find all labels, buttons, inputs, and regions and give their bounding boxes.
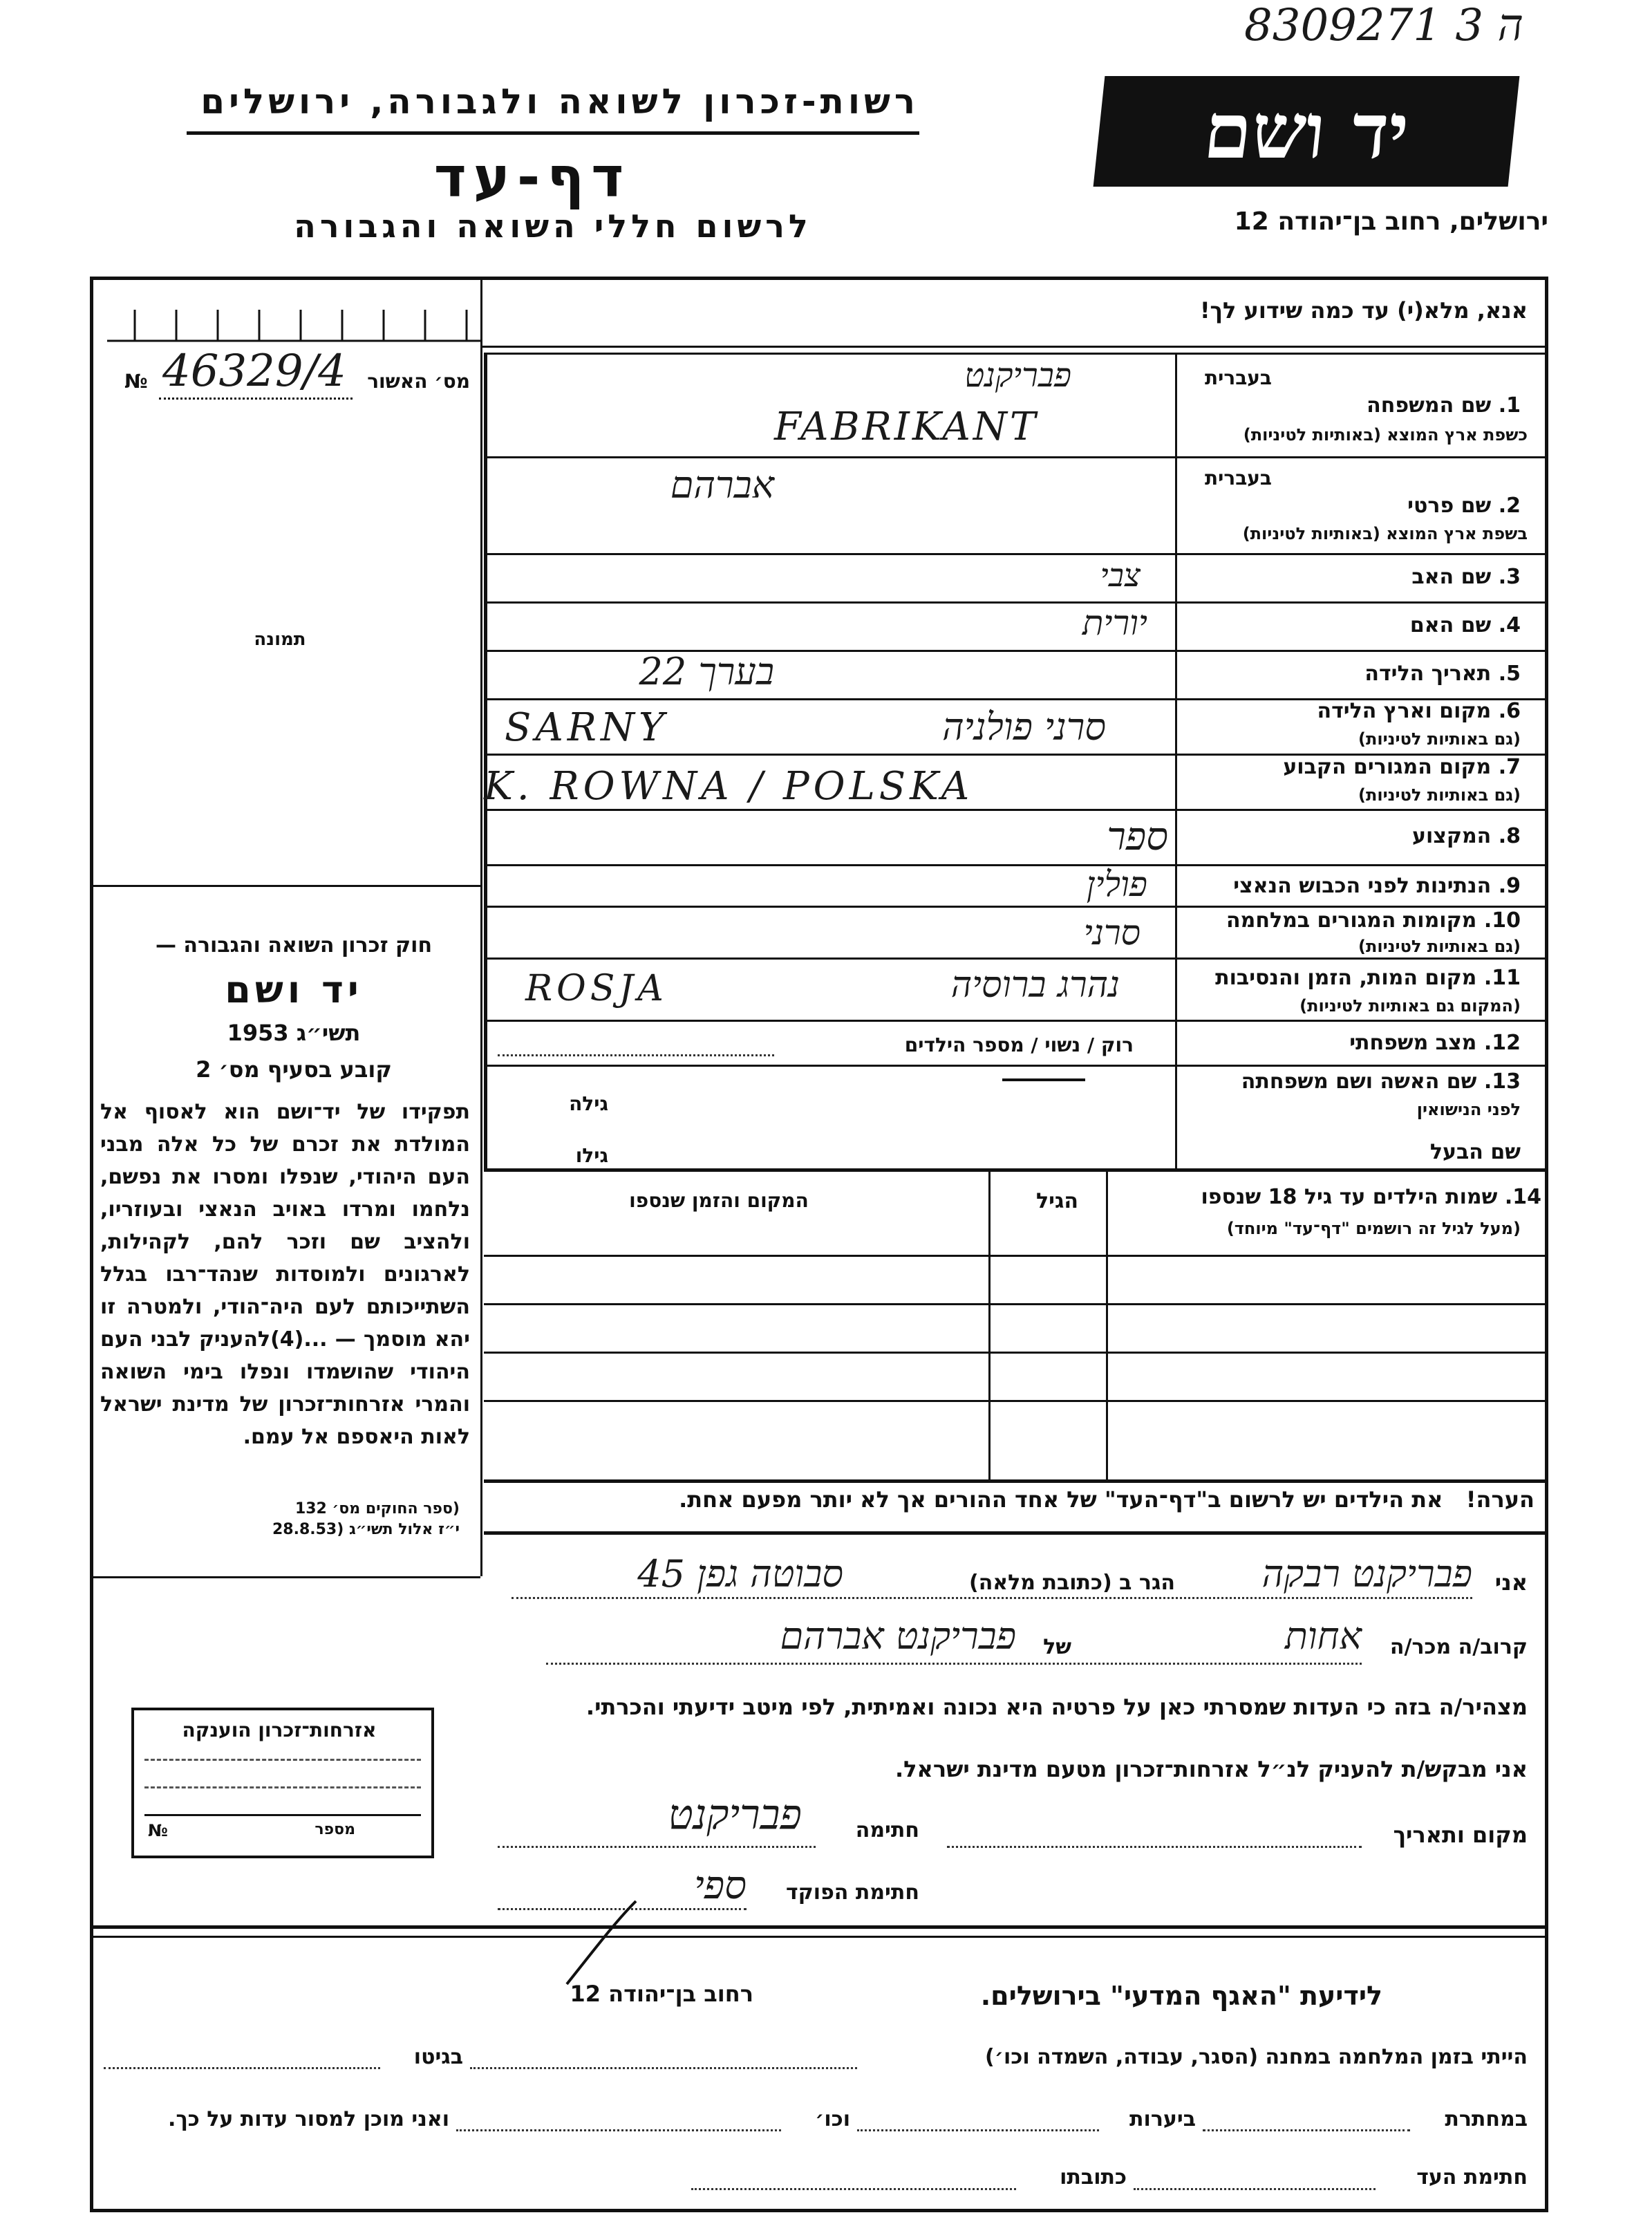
authority-name: רשות-זכרון לשואה ולגבורה, ירושלים bbox=[200, 82, 919, 122]
note-bottom bbox=[484, 1531, 1548, 1535]
text-family-name: שם המשפחה bbox=[1367, 393, 1492, 418]
bottom-line2-a: במחתרת bbox=[1445, 2107, 1528, 2131]
reg-number: 46329/4 bbox=[162, 346, 346, 397]
header-rule bbox=[187, 131, 919, 135]
tick-marks bbox=[107, 310, 480, 344]
num-4: 4. bbox=[1498, 613, 1521, 637]
law-year: תשי״ג 1953 bbox=[227, 1020, 361, 1046]
relation-value[interactable]: אחות bbox=[1284, 1614, 1362, 1658]
bottom-line2-d: ואני מוכן למסור עדות על כך. bbox=[168, 2107, 449, 2131]
num-10: 10. bbox=[1483, 908, 1521, 933]
text-nationality: הנתינות לפני הכבוש הנאצי bbox=[1233, 874, 1492, 898]
row-line-top bbox=[484, 353, 1548, 355]
citizenship-num-label: מספר bbox=[315, 1821, 355, 1838]
children-place-col: המקום והזמן שנספו bbox=[629, 1189, 809, 1212]
value-profession[interactable]: ספר bbox=[1107, 814, 1168, 859]
children-row-4 bbox=[484, 1400, 1548, 1402]
officer-signature[interactable]: ספי bbox=[694, 1863, 747, 1908]
children-row-2 bbox=[484, 1303, 1548, 1305]
value-family-heb[interactable]: פבריקנט bbox=[964, 356, 1071, 395]
bottom-line3-b: כתובתו bbox=[1060, 2165, 1127, 2189]
text-marital-status: מצב משפחתי bbox=[1349, 1031, 1477, 1055]
value-father-name[interactable]: צבי bbox=[1100, 557, 1141, 594]
bottom-line2-dots-2[interactable] bbox=[857, 2129, 1099, 2131]
bottom-line1-b: בגיטו bbox=[413, 2045, 463, 2069]
num-12: 12. bbox=[1483, 1031, 1521, 1055]
value-birth-place-latin[interactable]: SARNY bbox=[505, 705, 668, 750]
label-mother-name bbox=[1182, 614, 1521, 637]
reg-no-sign: № bbox=[124, 370, 148, 393]
num-2: 2. bbox=[1498, 494, 1521, 518]
citizenship-box bbox=[131, 1708, 434, 1858]
children-age-col: הגיל bbox=[1036, 1189, 1078, 1213]
label-profession bbox=[1182, 825, 1521, 848]
value-family-latin[interactable]: FABRIKANT bbox=[774, 404, 1039, 449]
value-birth-place[interactable]: סרני פולניה bbox=[942, 705, 1106, 749]
husband-age-label: גילו bbox=[575, 1144, 608, 1167]
num-3: 3. bbox=[1498, 565, 1521, 589]
bottom-line1-a: הייתי בזמן המלחמה במחנה (הסגר, עבודה, השמדה וכו׳) bbox=[985, 2045, 1528, 2069]
citizenship-title: אזרחות־זכרון הוענקה bbox=[182, 1719, 377, 1741]
note-row bbox=[505, 1486, 1534, 1513]
row-line-7 bbox=[484, 809, 1548, 811]
law-name: יד ושם bbox=[225, 968, 363, 1011]
hint-13: לפני הנישואין bbox=[1416, 1100, 1521, 1119]
intro-rule bbox=[480, 346, 1548, 348]
num-5: 5. bbox=[1498, 662, 1521, 686]
bottom-rule-1 bbox=[90, 1925, 1548, 1929]
row-line-11 bbox=[484, 1020, 1548, 1022]
hint-6: (גם באותיות לטיניות) bbox=[1358, 729, 1521, 749]
bottom-title: לידיעת "האגף המדעי" בירושלים. bbox=[980, 1981, 1382, 2011]
bottom-line2-c: וכו׳ bbox=[815, 2107, 850, 2131]
bottom-rule-2 bbox=[90, 1936, 1548, 1938]
value-residence[interactable]: K. ROWNA / POLSKA bbox=[484, 764, 974, 809]
label-residence bbox=[1182, 756, 1521, 779]
witness-name[interactable]: פבריקנט רבקה bbox=[1261, 1552, 1472, 1596]
value-wartime-residence[interactable]: סרני bbox=[1083, 913, 1141, 953]
bottom-line3-dots-1[interactable] bbox=[1134, 2188, 1376, 2190]
children-row-3 bbox=[484, 1352, 1548, 1354]
text-death-place: מקום המות, הזמן והנסיבות bbox=[1215, 966, 1477, 990]
row-line-12 bbox=[484, 1065, 1548, 1067]
label-first-name bbox=[1182, 494, 1521, 518]
witness-address[interactable]: סבוטה גפן 45 bbox=[637, 1552, 843, 1596]
children-col-div-2 bbox=[988, 1168, 991, 1479]
reg-underline bbox=[159, 398, 353, 400]
law-ref1: (ספר החוקים מס׳ 132 bbox=[294, 1500, 460, 1517]
intro-text: אנא, מלא(י) עד כמה שידוע לך! bbox=[1199, 297, 1528, 324]
victim-name[interactable]: פבריקנט אברהם bbox=[780, 1614, 1016, 1658]
hint-1: כשפת ארץ המוצא (באותיות לטיניות) bbox=[1243, 425, 1528, 445]
note-text: את הילדים יש לרשום ב"דף־העד" של אחד ההורים אך לא יותר מפעם אחת. bbox=[679, 1486, 1443, 1513]
children-col-div-1 bbox=[1106, 1168, 1108, 1479]
num-6: 6. bbox=[1498, 699, 1521, 723]
text-wartime-residence: מקומות המגורים במלחמה bbox=[1226, 908, 1477, 933]
num-1: 1. bbox=[1498, 393, 1521, 418]
text-father-name: שם האב bbox=[1411, 565, 1492, 589]
label-death-place bbox=[1182, 966, 1521, 990]
law-bottom-rule bbox=[90, 1576, 480, 1578]
value-birth-date[interactable]: בערך 22 bbox=[639, 650, 774, 693]
hint-10: (גם באותיות לטיניות) bbox=[1358, 937, 1521, 956]
num-8: 8. bbox=[1498, 824, 1521, 848]
law-title: חוק זכרון השואה והגבורה — bbox=[155, 933, 433, 957]
label-birth-place bbox=[1182, 700, 1521, 723]
bottom-line2-b: ביערות bbox=[1129, 2107, 1196, 2131]
signature-label: חתימה bbox=[855, 1818, 919, 1842]
num-14: 14. bbox=[1504, 1185, 1541, 1209]
form-title: דף-עד bbox=[433, 145, 631, 209]
reg-label: מס׳ האשור bbox=[367, 370, 470, 393]
photo-label: תמונה bbox=[254, 629, 306, 650]
photo-bottom-rule bbox=[90, 885, 480, 887]
num-13: 13. bbox=[1483, 1069, 1521, 1094]
bottom-line2-dots-1[interactable] bbox=[1203, 2129, 1410, 2131]
text-children: שמות הילדים עד גיל 18 שנספו bbox=[1201, 1185, 1498, 1209]
num-11: 11. bbox=[1483, 966, 1521, 990]
label-wartime-residence bbox=[1182, 909, 1521, 933]
decl-line-2 bbox=[546, 1663, 1362, 1665]
decl-relative: קרוב/ה מכר/ה bbox=[1389, 1635, 1528, 1659]
hint-7: (גם באותיות לטיניות) bbox=[1358, 785, 1521, 805]
row-line-13 bbox=[484, 1168, 1548, 1172]
bottom-line3-dots-2[interactable] bbox=[691, 2188, 1016, 2190]
text-profession: המקצוע bbox=[1411, 824, 1492, 848]
row-line-1 bbox=[484, 456, 1548, 458]
citizenship-line-2 bbox=[144, 1786, 421, 1788]
label-marital-status bbox=[1182, 1031, 1521, 1055]
hint-2: בשפת ארץ המוצא (באותיות לטיניות) bbox=[1242, 524, 1528, 543]
tick-row bbox=[107, 310, 480, 344]
text-mother-name: שם האם bbox=[1409, 613, 1492, 637]
label-birth-date bbox=[1182, 662, 1521, 686]
citizenship-line-3 bbox=[144, 1814, 421, 1816]
place-date-label: מקום ותאריך bbox=[1393, 1822, 1528, 1848]
archive-id: 8309271 ה 3 bbox=[1244, 0, 1523, 51]
left-column-divider bbox=[480, 277, 482, 1576]
text-residence: מקום המגורים הקבוע bbox=[1283, 755, 1492, 779]
label-nationality bbox=[1182, 875, 1521, 898]
wife-age-label: גילה bbox=[569, 1092, 608, 1115]
bottom-address: רחוב בן־יהודה 12 bbox=[570, 1981, 753, 2007]
text-first-name: שם פרטי bbox=[1407, 494, 1492, 518]
children-row-1 bbox=[484, 1255, 1548, 1257]
children-label bbox=[1106, 1186, 1541, 1209]
signature-stroke bbox=[553, 1894, 650, 1991]
bottom-line3-a: חתימת העד bbox=[1416, 2165, 1528, 2189]
value-first-name[interactable]: אברהם bbox=[670, 463, 774, 507]
witness-signature[interactable]: פבריקנט bbox=[668, 1791, 802, 1839]
citizenship-no-sign: № bbox=[148, 1821, 168, 1840]
yad-vashem-logo bbox=[1093, 76, 1520, 187]
officer-label: חתימת הפוקד bbox=[786, 1880, 919, 1905]
text-birth-place: מקום וארץ הלידה bbox=[1317, 699, 1492, 723]
decl-i: אני bbox=[1494, 1569, 1528, 1596]
logo-text: יד ושם bbox=[1199, 86, 1414, 176]
row-line-9 bbox=[484, 906, 1548, 908]
decl-statement: מצהיר/ה בזה כי העדות שמסרתי כאן על פרטיה היא נכונה ואמיתית, לפי מיטב ידיעתי והכרתי. bbox=[585, 1694, 1528, 1720]
signature-line bbox=[498, 1846, 816, 1848]
decl-resident: הגר ב (כתובת מלאה) bbox=[968, 1571, 1175, 1595]
decl-line-1 bbox=[511, 1597, 1472, 1599]
note-label: הערה! bbox=[1465, 1486, 1534, 1513]
law-ref2: י״ז אלול תשי״ג (28.8.53 bbox=[272, 1521, 460, 1538]
num-9: 9. bbox=[1498, 874, 1521, 898]
citizenship-line-1 bbox=[144, 1759, 421, 1761]
form-subtitle: לרשום חללי השואה והגבורה bbox=[294, 207, 812, 245]
marital-mark bbox=[1002, 1078, 1085, 1081]
label-husband-name: שם הבעל bbox=[1429, 1140, 1521, 1164]
value-mother-name[interactable]: יורית bbox=[1082, 603, 1147, 643]
label-father-name bbox=[1182, 566, 1521, 589]
value-death-place[interactable]: נהרג ברוסיה bbox=[950, 964, 1120, 1006]
label-column-divider bbox=[1175, 353, 1177, 1168]
decl-request: אני מבקש/ת להעניק לנ״ל אזרחות־זכרון מטעם מדינת ישראל. bbox=[895, 1756, 1528, 1782]
bottom-line1-dots-2[interactable] bbox=[104, 2067, 380, 2069]
text-birth-date: תאריך הלידה bbox=[1364, 662, 1492, 686]
row-line-2 bbox=[484, 553, 1548, 555]
children-hint: (מעל לגיל זה רושמים "דף־עד" מיוחד) bbox=[1226, 1219, 1521, 1238]
num-7: 7. bbox=[1498, 755, 1521, 779]
heb-tag-2: בעברית bbox=[1204, 467, 1272, 489]
marital-dots bbox=[498, 1054, 774, 1056]
hint-11: (המקום גם באותיות לטיניות) bbox=[1299, 996, 1521, 1016]
law-clause: קובע בסעיף מס׳ 2 bbox=[196, 1056, 392, 1083]
marital-options: רוק / נשוי / מספר הילדים bbox=[904, 1034, 1134, 1056]
label-family-name bbox=[1182, 394, 1521, 418]
bottom-line2-dots-3[interactable] bbox=[456, 2129, 781, 2131]
decl-of: של bbox=[1043, 1635, 1071, 1659]
value-column-left bbox=[484, 353, 487, 1168]
children-bottom bbox=[484, 1479, 1548, 1483]
heb-tag-1: בעברית bbox=[1204, 366, 1272, 389]
place-date-line[interactable] bbox=[947, 1846, 1362, 1848]
value-death-place-latin[interactable]: ROSJA bbox=[525, 968, 668, 1009]
law-body: תפקידו של יד־ושם הוא לאסוף אל המולדת את זכרם של כל אלה מבני העם היהודי, שנפלו ומסרו את נפשם, נלחמו ומרדו באויב הנאצי ובעוזריו, ולהציב שם וזכר להם, לקהילות, לארגונים ולמוסדות שנהד־רבו בגלל השתייכותם לעם היה־הודי, ולמטרה זו יהא מוסמך — ...(4)להעניק לבני העם היהודי שהושמדו ונפלו בימי השואה והמרי אזרחות־זכרון של מדינת ישראל לאות היאספם אל עמם. bbox=[100, 1100, 470, 1449]
header-address: ירושלים, רחוב בן־יהודה 12 bbox=[1234, 207, 1548, 236]
bottom-line1-dots[interactable] bbox=[470, 2067, 857, 2069]
label-wife-name bbox=[1182, 1070, 1521, 1094]
value-nationality[interactable]: פולין bbox=[1086, 864, 1147, 904]
text-wife-name: שם האשה ושם משפחתה bbox=[1241, 1069, 1477, 1094]
